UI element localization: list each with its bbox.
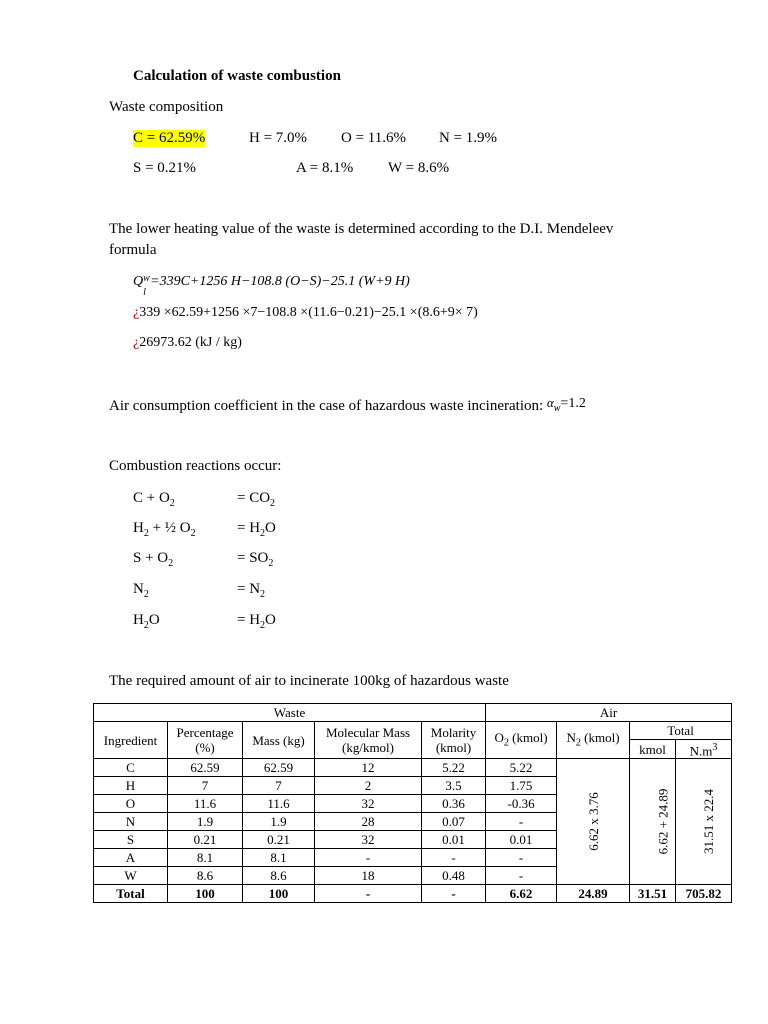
cell-mol: 0.36 <box>422 795 486 813</box>
reaction-lhs: $N_2$ <box>133 581 149 600</box>
total-molarity: - <box>422 885 486 903</box>
col-header-ingredient: Ingredient <box>94 722 168 759</box>
cell-mol: 3.5 <box>422 777 486 795</box>
air-coefficient-line <box>109 395 586 417</box>
cell-mass: 0.21 <box>243 831 315 849</box>
cell-o2: - <box>486 813 557 831</box>
col-header-nm3: $N.m^3$ <box>676 740 732 759</box>
total-o2: 6.62 <box>486 885 557 903</box>
cell-ing: O <box>94 795 168 813</box>
reaction-lhs: $H_2O$ <box>133 612 160 631</box>
cell-mol: 0.07 <box>422 813 486 831</box>
cell-mass: 8.1 <box>243 849 315 867</box>
air-coefficient-value: =1.2 <box>560 396 586 411</box>
reaction-rhs: = $H_2O$ <box>237 612 276 631</box>
col-header-molarity: Molarity (kmol) <box>422 722 486 759</box>
composition-carbon: C = 62.59% <box>133 130 206 146</box>
table-total-row <box>94 885 732 903</box>
cell-mass: 1.9 <box>243 813 315 831</box>
cell-mass: 11.6 <box>243 795 315 813</box>
cell-mol: - <box>422 849 486 867</box>
formula-line-3-text: 26973.62 (kJ / kg) <box>139 335 242 350</box>
reaction-rhs: = $CO_2$ <box>237 490 276 509</box>
col-header-percentage: Percentage (%) <box>168 722 243 759</box>
total-mass: 100 <box>243 885 315 903</box>
cell-mm: 18 <box>315 867 422 885</box>
formula-line-1: Q w l =339C+1256 H−108.8 (O−S)−25.1 (W+9 H) <box>133 273 410 298</box>
cell-mass: 7 <box>243 777 315 795</box>
composition-ash: A = 8.1% <box>296 160 354 176</box>
cell-mol: 5.22 <box>422 759 486 777</box>
reaction-lhs: $C + O_2$ <box>133 490 175 509</box>
composition-hydrogen: H = 7.0% <box>249 130 308 146</box>
reaction-rhs: = $SO_2$ <box>237 550 274 569</box>
reaction-lhs: $H_2$ + ½ $O_2$ <box>133 520 196 539</box>
cell-o2: 1.75 <box>486 777 557 795</box>
cell-mm: 32 <box>315 795 422 813</box>
cell-mol: 0.01 <box>422 831 486 849</box>
col-header-n2: $N_2$ (kmol) <box>557 722 630 759</box>
formula-line-3 <box>133 335 242 351</box>
document-title: Calculation of waste combustion <box>133 68 341 84</box>
cell-mm: 2 <box>315 777 422 795</box>
cell-mm: - <box>315 849 422 867</box>
air-coefficient-sub: w <box>553 403 561 414</box>
col-header-molecular-mass: Molecular Mass (kg/kmol) <box>315 722 422 759</box>
cell-mass: 8.6 <box>243 867 315 885</box>
total-molecular-mass: - <box>315 885 422 903</box>
cell-o2: -0.36 <box>486 795 557 813</box>
cell-ing: H <box>94 777 168 795</box>
lhv-paragraph: The lower heating value of the waste is determined according to the D.I. Mendeleev <box>109 221 614 237</box>
cell-pct: 8.6 <box>168 867 243 885</box>
cell-mm: 28 <box>315 813 422 831</box>
reactions-heading: Combustion reactions occur: <box>109 458 282 474</box>
reaction-rhs: = $H_2O$ <box>237 520 276 539</box>
merged-n2-calc: 6.62 x 3.76 <box>557 759 630 885</box>
air-coefficient-text: Air consumption coefficient in the case of hazardous waste incineration: <box>109 398 544 414</box>
col-header-o2: $O_2$ (kmol) <box>486 722 557 759</box>
composition-nitrogen: N = 1.9% <box>439 130 498 146</box>
composition-sulfur: S = 0.21% <box>133 160 197 176</box>
reaction-rhs: = $N_2$ <box>237 581 266 600</box>
col-header-kmol: kmol <box>630 740 676 759</box>
composition-water: W = 8.6% <box>388 160 450 176</box>
reaction-lhs: $S + O_2$ <box>133 550 174 569</box>
cell-o2: - <box>486 867 557 885</box>
col-header-mass: Mass (kg) <box>243 722 315 759</box>
cell-pct: 8.1 <box>168 849 243 867</box>
cell-mm: 12 <box>315 759 422 777</box>
cell-ing: A <box>94 849 168 867</box>
formula-line-2-text: 339 ×62.59+1256 ×7−108.8 ×(11.6−0.21)−25.1 ×(8.6+9× 7) <box>139 305 478 320</box>
cell-mol: 0.48 <box>422 867 486 885</box>
formula-lead-mark: ¿ <box>133 305 140 320</box>
cell-pct: 1.9 <box>168 813 243 831</box>
total-percentage: 100 <box>168 885 243 903</box>
composition-oxygen: O = 11.6% <box>341 130 406 146</box>
table-caption: The required amount of air to incinerate 100kg of hazardous waste <box>109 673 509 689</box>
cell-pct: 62.59 <box>168 759 243 777</box>
group-header-waste: Waste <box>94 704 486 722</box>
cell-pct: 7 <box>168 777 243 795</box>
cell-ing: W <box>94 867 168 885</box>
formula-lead-mark-2: ¿ <box>133 335 140 350</box>
formula-line-2 <box>133 305 478 321</box>
col-header-total: Total <box>630 722 732 740</box>
total-kmol: 31.51 <box>630 885 676 903</box>
composition-heading: Waste composition <box>109 99 224 115</box>
air-coefficient-alpha: α <box>546 395 554 410</box>
cell-o2: 5.22 <box>486 759 557 777</box>
total-nm3: 705.82 <box>676 885 732 903</box>
merged-kmol-calc: 6.62 + 24.89 <box>630 759 676 885</box>
cell-mass: 62.59 <box>243 759 315 777</box>
total-label: Total <box>94 885 168 903</box>
cell-ing: N <box>94 813 168 831</box>
air-requirement-table <box>93 703 732 903</box>
table-row <box>94 759 732 777</box>
cell-ing: C <box>94 759 168 777</box>
cell-pct: 0.21 <box>168 831 243 849</box>
cell-mm: 32 <box>315 831 422 849</box>
group-header-air: Air <box>486 704 732 722</box>
merged-nm3-calc: 31.51 x 22.4 <box>676 759 732 885</box>
cell-o2: - <box>486 849 557 867</box>
cell-ing: S <box>94 831 168 849</box>
lhv-paragraph-cont: formula <box>109 242 157 258</box>
total-n2: 24.89 <box>557 885 630 903</box>
cell-pct: 11.6 <box>168 795 243 813</box>
cell-o2: 0.01 <box>486 831 557 849</box>
formula-line-1-rhs: =339C+1256 H−108.8 (O−S)−25.1 (W+9 H) <box>150 274 410 289</box>
